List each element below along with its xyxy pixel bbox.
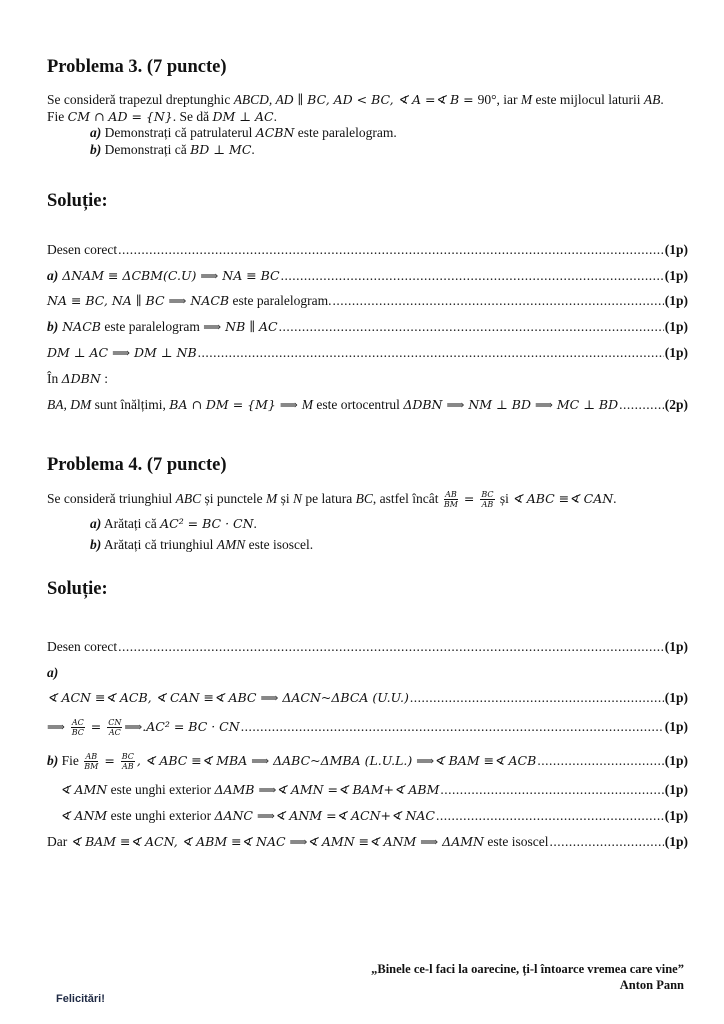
points-badge: (1p) xyxy=(664,242,688,257)
dot-leader xyxy=(279,318,664,336)
text-segment: , astfel încât xyxy=(372,491,442,506)
math-expression: ∥ BC, AD < BC, ∢ A =∢ B = xyxy=(293,92,478,107)
math-expression: ACBN xyxy=(255,125,295,140)
text-segment: Se consideră trapezul dreptunghic xyxy=(47,92,234,107)
text-segment: a) xyxy=(47,268,59,283)
statement-line xyxy=(90,141,255,159)
text-segment: a) xyxy=(90,125,102,140)
solution-text xyxy=(47,292,331,310)
dot-leader xyxy=(118,241,664,259)
text-segment: este paralelogram xyxy=(100,319,204,334)
math-expression: = xyxy=(459,491,479,506)
math-expression: ΔDBN ⟹ NM ⊥ BD ⟹ MC ⊥ BD xyxy=(403,397,619,412)
points-badge: (1p) xyxy=(664,808,688,823)
text-segment: b) xyxy=(90,537,102,552)
dot-leader xyxy=(440,781,663,799)
text-segment: ABC xyxy=(175,491,202,506)
fraction xyxy=(480,490,494,509)
math-expression: DM ⊥ AC ⟹ DM ⊥ NB xyxy=(47,345,197,360)
problem-4-title: Problema 4. (7 puncte) xyxy=(47,455,227,475)
text-segment: : xyxy=(100,371,108,386)
solution-line xyxy=(47,833,688,851)
statement-line xyxy=(90,536,313,554)
numerator: AC xyxy=(71,718,84,728)
text-segment: Demonstrați că patrulaterul xyxy=(101,125,256,140)
dot-leader xyxy=(281,267,664,285)
text-segment: a) xyxy=(90,516,102,531)
math-expression: ⟹ xyxy=(47,719,69,734)
solution-text xyxy=(47,267,280,285)
text-segment: și xyxy=(277,491,293,506)
text-segment: În xyxy=(47,371,62,386)
solution-line xyxy=(47,718,688,737)
text-segment: Dar xyxy=(47,834,71,849)
dot-leader xyxy=(436,807,664,825)
text-segment: BC xyxy=(355,491,373,506)
text-segment: . Se dă xyxy=(172,109,213,124)
points-badge: (1p) xyxy=(664,639,688,654)
dot-leader xyxy=(549,833,663,851)
dot-leader xyxy=(118,638,664,656)
text-segment: și xyxy=(496,491,513,506)
points-badge: (1p) xyxy=(664,319,688,334)
math-expression: ΔAMB ⟹∢ AMN =∢ BAM+∢ ABM xyxy=(214,782,440,797)
points-badge: (1p) xyxy=(664,268,688,283)
text-segment: 90°, iar xyxy=(477,92,521,107)
fraction xyxy=(84,752,98,771)
text-segment: . xyxy=(273,109,277,124)
footer-congrats: Felicitări! xyxy=(56,993,105,1005)
denominator: AC xyxy=(108,728,121,738)
quote-author: Anton Pann xyxy=(619,978,684,992)
math-expression: ΔDBN xyxy=(61,371,101,386)
statement-line xyxy=(47,91,664,109)
text-segment: BA, DM xyxy=(47,397,92,412)
solution-line xyxy=(47,344,688,362)
math-expression: BD ⊥ MC xyxy=(190,142,252,157)
points-badge: (1p) xyxy=(664,782,688,797)
numerator: BC xyxy=(481,490,494,500)
text-segment: Se consideră triunghiul xyxy=(47,491,176,506)
denominator: BM xyxy=(443,500,458,510)
problem-3-solution-title: Soluție: xyxy=(47,191,108,211)
problem-4-solution-title: Soluție: xyxy=(47,579,108,599)
math-expression: AC² = BC · CN xyxy=(160,516,254,531)
math-expression: ⟹ NB ∥ AC xyxy=(203,319,278,334)
points-badge: (1p) xyxy=(664,719,688,734)
solution-text xyxy=(47,241,117,259)
numerator: BC xyxy=(121,752,134,762)
text-segment: Fie xyxy=(47,109,68,124)
text-segment: sunt înălțimi, xyxy=(91,397,170,412)
solution-text xyxy=(47,370,108,388)
dot-leader xyxy=(537,752,663,770)
text-segment: este unghi exterior xyxy=(107,808,215,823)
numerator: CN xyxy=(108,718,122,728)
math-expression: ∢ ANM xyxy=(60,808,108,823)
text-segment: ABCD, AD xyxy=(233,92,294,107)
text-segment: Arătați că xyxy=(101,516,161,531)
text-segment: este mijlocul laturii xyxy=(532,92,644,107)
text-segment: AB xyxy=(643,92,661,107)
dot-leader xyxy=(619,396,664,414)
math-expression: ∢ ACN ≡∢ ACB, ∢ CAN ≡∢ ABC ⟹ ΔACN~ΔBCA (U.U.) xyxy=(47,690,409,705)
text-segment: Demonstrați că xyxy=(101,142,191,157)
text-segment: pe latura xyxy=(302,491,356,506)
solution-text xyxy=(47,664,58,682)
numerator: AB xyxy=(85,752,98,762)
solution-line xyxy=(47,752,688,771)
denominator: AB xyxy=(122,762,134,772)
math-expression: ⟹.AC² = BC · CN xyxy=(124,719,240,734)
fraction xyxy=(444,490,458,509)
statement-line xyxy=(47,490,617,509)
solution-text xyxy=(60,781,439,799)
points-badge: (1p) xyxy=(664,753,688,768)
math-expression: ∢ ABC ≡∢ CAN xyxy=(512,491,614,506)
solution-line xyxy=(47,638,688,656)
denominator: BC xyxy=(71,728,84,738)
text-segment: a) xyxy=(47,665,59,680)
points-badge: (2p) xyxy=(664,397,688,412)
text-segment: Arătați că triunghiul xyxy=(101,537,217,552)
points-badge: (1p) xyxy=(664,293,688,308)
text-segment: . xyxy=(613,491,617,506)
solution-text xyxy=(47,318,278,336)
points-badge: (1p) xyxy=(664,690,688,705)
solution-text xyxy=(47,638,117,656)
solution-line xyxy=(47,241,688,259)
points-badge: (1p) xyxy=(664,345,688,360)
solution-line xyxy=(47,318,688,336)
math-expression: = xyxy=(86,719,106,734)
text-segment: Desen corect xyxy=(47,639,118,654)
solution-text xyxy=(47,344,197,362)
math-expression: = xyxy=(100,753,119,768)
dot-leader xyxy=(198,344,664,362)
text-segment: . xyxy=(660,92,664,107)
text-segment: . xyxy=(253,516,257,531)
text-segment: este ortocentrul xyxy=(312,397,404,412)
problem-3-title: Problema 3. (7 puncte) xyxy=(47,57,227,77)
math-expression: DM ⊥ AC xyxy=(212,109,274,124)
dot-leader xyxy=(332,292,663,310)
text-segment: M xyxy=(520,92,533,107)
denominator: BM xyxy=(84,762,99,772)
math-expression: CM ∩ AD = {N} xyxy=(67,109,173,124)
numerator: AB xyxy=(445,490,457,500)
fraction xyxy=(107,718,122,737)
math-expression: NACB xyxy=(58,319,101,334)
text-segment: b) xyxy=(47,319,59,334)
quote-text: „Binele ce-l faci la oarecine, ți-l întoarce vremea care vine” xyxy=(371,962,684,976)
solution-line xyxy=(47,664,688,682)
fraction xyxy=(121,752,135,771)
statement-line xyxy=(90,124,397,142)
text-segment: este isoscel xyxy=(483,834,549,849)
text-segment: Fie xyxy=(58,753,83,768)
solution-line xyxy=(47,396,688,414)
statement-line xyxy=(90,515,257,533)
solution-line xyxy=(47,689,688,707)
quote xyxy=(371,961,684,993)
math-expression: , ∢ ABC ≡∢ MBA ⟹ ΔABC~ΔMBA (L.U.L.) ⟹∢ BAM ≡∢ ACB xyxy=(136,753,537,768)
text-segment: Desen corect xyxy=(47,242,118,257)
solution-line xyxy=(60,807,688,825)
text-segment: este paralelogram. xyxy=(294,125,397,140)
solution-line xyxy=(60,781,688,799)
text-segment: și punctele xyxy=(201,491,266,506)
denominator: AB xyxy=(481,500,494,510)
solution-text xyxy=(47,689,409,707)
text-segment: este unghi exterior xyxy=(107,782,215,797)
text-segment: este paralelogram. xyxy=(229,293,332,308)
text-segment: M xyxy=(265,491,278,506)
math-expression: ΔNAM ≡ ΔCBM(C.U) ⟹ NA ≡ BC xyxy=(58,268,280,283)
fraction xyxy=(71,718,85,737)
solution-line xyxy=(47,267,688,285)
dot-leader xyxy=(410,689,664,707)
dot-leader xyxy=(241,718,664,736)
math-expression: BA ∩ DM = {M} ⟹ xyxy=(169,397,302,412)
solution-text xyxy=(47,752,536,771)
text-segment: M xyxy=(301,397,313,412)
math-expression: NA ≡ BC, NA ∥ BC ⟹ NACB xyxy=(47,293,230,308)
points-badge: (1p) xyxy=(664,834,688,849)
math-expression: ΔANC ⟹∢ ANM =∢ ACN+∢ NAC xyxy=(214,808,435,823)
math-expression: ∢ BAM ≡∢ ACN, ∢ ABM ≡∢ NAC ⟹∢ AMN ≡∢ ANM ⟹ ΔAMN xyxy=(70,834,484,849)
solution-text xyxy=(47,396,618,414)
text-segment: este isoscel. xyxy=(245,537,314,552)
text-segment: b) xyxy=(47,753,59,768)
text-segment: AMN xyxy=(216,537,246,552)
solution-line xyxy=(47,292,688,310)
math-expression: ∢ AMN xyxy=(60,782,108,797)
text-segment: b) xyxy=(90,142,102,157)
solution-text xyxy=(47,718,240,737)
text-segment: . xyxy=(251,142,255,157)
text-segment: N xyxy=(292,491,302,506)
solution-line xyxy=(47,370,688,388)
solution-text xyxy=(60,807,435,825)
solution-text xyxy=(47,833,548,851)
